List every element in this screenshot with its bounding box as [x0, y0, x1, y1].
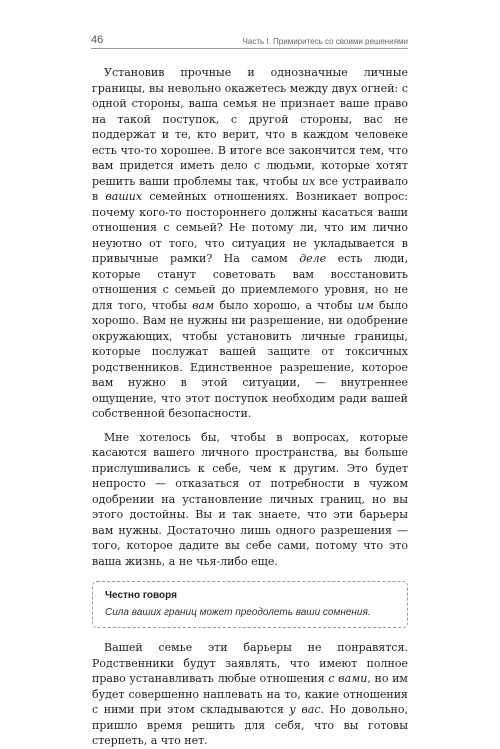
- italic-run: с вами: [328, 672, 368, 685]
- callout-text: Сила ваших границ может преодолеть ваши сомнения.: [105, 607, 371, 618]
- italic-run: вам: [192, 298, 215, 312]
- text-run: Установив прочные и однозначные личные границы, вы невольно окажетесь между двух огней: с одной стороны, ваша семья не признает ваше право на такой поступок, с другой стороны, вас не поддержат и те, кто верит, что в каждом человеке есть что-то хорошее. В итоге все закончится тем, что вам придется иметь дело с людьми, которые хотят решить ваши проблемы так, чтобы: [92, 66, 408, 188]
- header-rule: [91, 48, 408, 49]
- text-run: было хорошо. Вам не нужны ни разрешение, ни одобрение окружающих, чтобы установить личные границы, которые послужат вашей защите от токсичных родственников. Единственное разрешение, которое вам нужно в этой ситуации, — внутреннее ощущение, что этот поступок необходим ради вашей собственной безопасности.: [92, 298, 409, 420]
- callout-box: [92, 581, 408, 628]
- text-run: семейных отношениях. Возникает вопрос: почему кого-то постороннего должны касаться ваши отношения с семьей? Не потому ли, что им лично неуютно от того, что ситуация не укладывается в привычные рамки? На самом: [92, 190, 408, 265]
- italic-run: ваших: [105, 190, 143, 203]
- italic-run: им: [357, 298, 374, 312]
- text-run: , но им будет совершенно наплевать на то, какие отношения с ними при этом складываются: [92, 672, 408, 716]
- text-run: есть люди, которые станут советовать вам восстановить отношения с семьей до приемлемого уровня, но не для того, чтобы: [92, 252, 408, 312]
- page-header: [91, 28, 408, 46]
- italic-run: деле: [299, 252, 327, 265]
- italic-run: у вас: [289, 703, 321, 716]
- text-run: Вашей семье эти барьеры не понравятся. Родственники будут заявлять, что имеют полное право устанавливать любые отношения: [92, 641, 408, 685]
- page-number: 46: [91, 34, 104, 46]
- text-run: все устраивало в: [92, 174, 408, 203]
- paragraph-1: [92, 65, 408, 422]
- page-body: [92, 65, 408, 749]
- callout-title: Честно говоря: [105, 590, 177, 601]
- paragraph-2: [92, 430, 408, 570]
- paragraph-3: [92, 640, 408, 749]
- text-run: Мне хотелось бы, чтобы в вопросах, которые касаются вашего личного пространства, вы больше прислушивались к себе, чем к другим. Это будет непросто — отказаться от потребности в чужом одобрении на установление личных границ, но вы этого достойны. Вы и так знаете, что эти барьеры вам нужны. Достаточно лишь одного разрешения — того, которое дадите вы себе сами, потому что это ваша жизнь, а не чья-либо еще.: [92, 430, 408, 568]
- text-run: было хорошо, а чтобы: [214, 298, 358, 312]
- italic-run: их: [301, 174, 316, 188]
- running-head: Часть I. Примиритесь со своими решениями: [242, 37, 408, 46]
- text-run: . Но довольно, пришло время решить для себя, что вы готовы стерпеть, а что нет.: [92, 703, 409, 747]
